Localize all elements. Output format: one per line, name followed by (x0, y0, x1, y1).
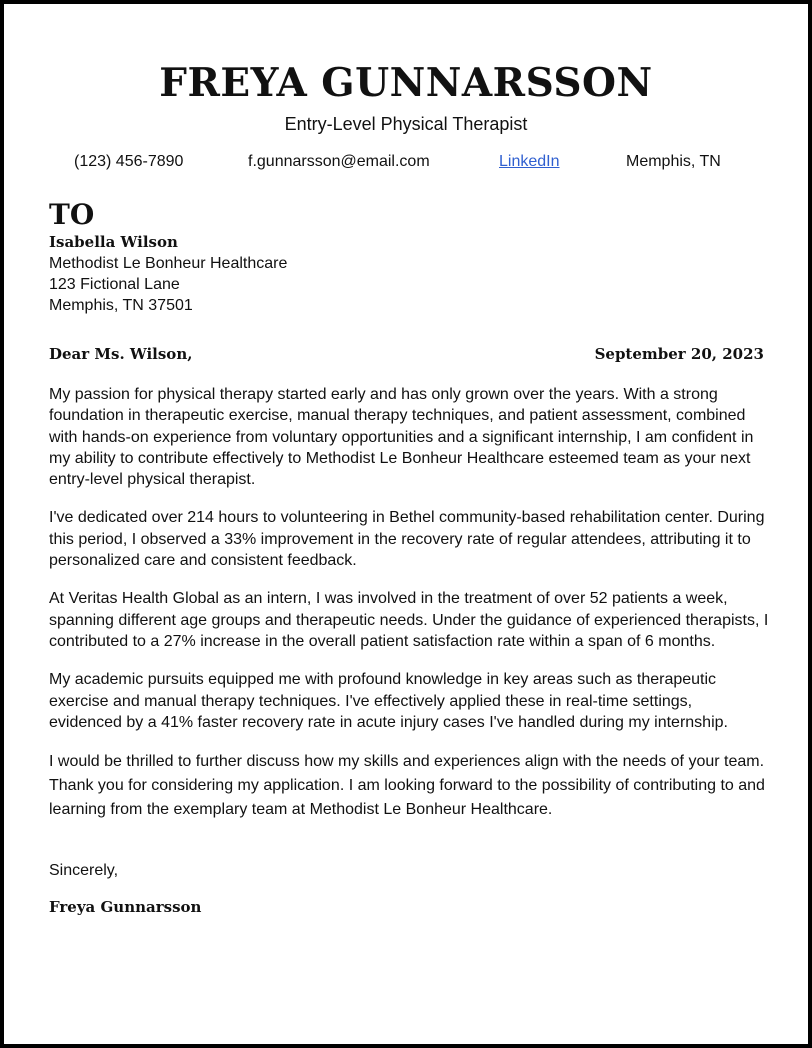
body-paragraph: My academic pursuits equipped me with profound knowledge in key areas such as therapeutic exercise and manual therapy techniques. I've effectively applied these in real-time settings, evidenced by a 41% faster recovery rate in acute injury cases I've handled during my internship. (49, 671, 728, 731)
signature-name: Freya Gunnarsson (49, 898, 202, 916)
contact-phone: (123) 456-7890 (74, 153, 184, 170)
contact-email: f.gunnarsson@email.com (248, 153, 430, 170)
recipient-name: Isabella Wilson (49, 233, 178, 251)
recipient-organization: Methodist Le Bonheur Healthcare (49, 255, 288, 272)
body-paragraph: I've dedicated over 214 hours to volunteering in Bethel community-based rehabilitation center. During this period, I observed a 33% improvement in the recovery rate of regular attendees, attributing it to personalized care and consistent feedback. (49, 509, 765, 570)
recipient-street: 123 Fictional Lane (49, 276, 180, 293)
salutation: Dear Ms. Wilson, (49, 345, 193, 363)
letter-date: September 20, 2023 (594, 345, 764, 363)
closing-line: Sincerely, (49, 862, 119, 879)
cover-letter-page (4, 4, 808, 1044)
recipient-block (49, 232, 287, 316)
applicant-name: FREYA GUNNARSSON (159, 60, 653, 106)
letter-body (49, 384, 769, 839)
body-paragraph: I would be thrilled to further discuss how my skills and experiences align with the needs of your team. Thank you for considering my application. I am looking forward to the possibility of contributing to and learning from the exemplary team at Methodist Le Bonheur Healthcare. (49, 753, 765, 819)
linkedin-link[interactable]: LinkedIn (499, 153, 560, 170)
body-paragraph: My passion for physical therapy started early and has only grown over the years. With a strong foundation in therapeutic exercise, manual therapy techniques, and patient assessment, combined with hands-on experience from voluntary opportunities and a significant internship, I am confident in my ability to contribute effectively to Methodist Le Bonheur Healthcare esteemed team as your next entry-level physical therapist. (49, 386, 754, 489)
recipient-city: Memphis, TN 37501 (49, 297, 193, 314)
body-paragraph: At Veritas Health Global as an intern, I was involved in the treatment of over 52 patients a week, spanning different age groups and therapeutic needs. Under the guidance of experienced therapists, I contributed to a 27% increase in the overall patient satisfaction rate within a span of 6 months. (49, 590, 769, 650)
contact-location: Memphis, TN (626, 153, 721, 170)
recipient-heading: TO (49, 198, 95, 231)
applicant-title: Entry-Level Physical Therapist (284, 114, 528, 134)
